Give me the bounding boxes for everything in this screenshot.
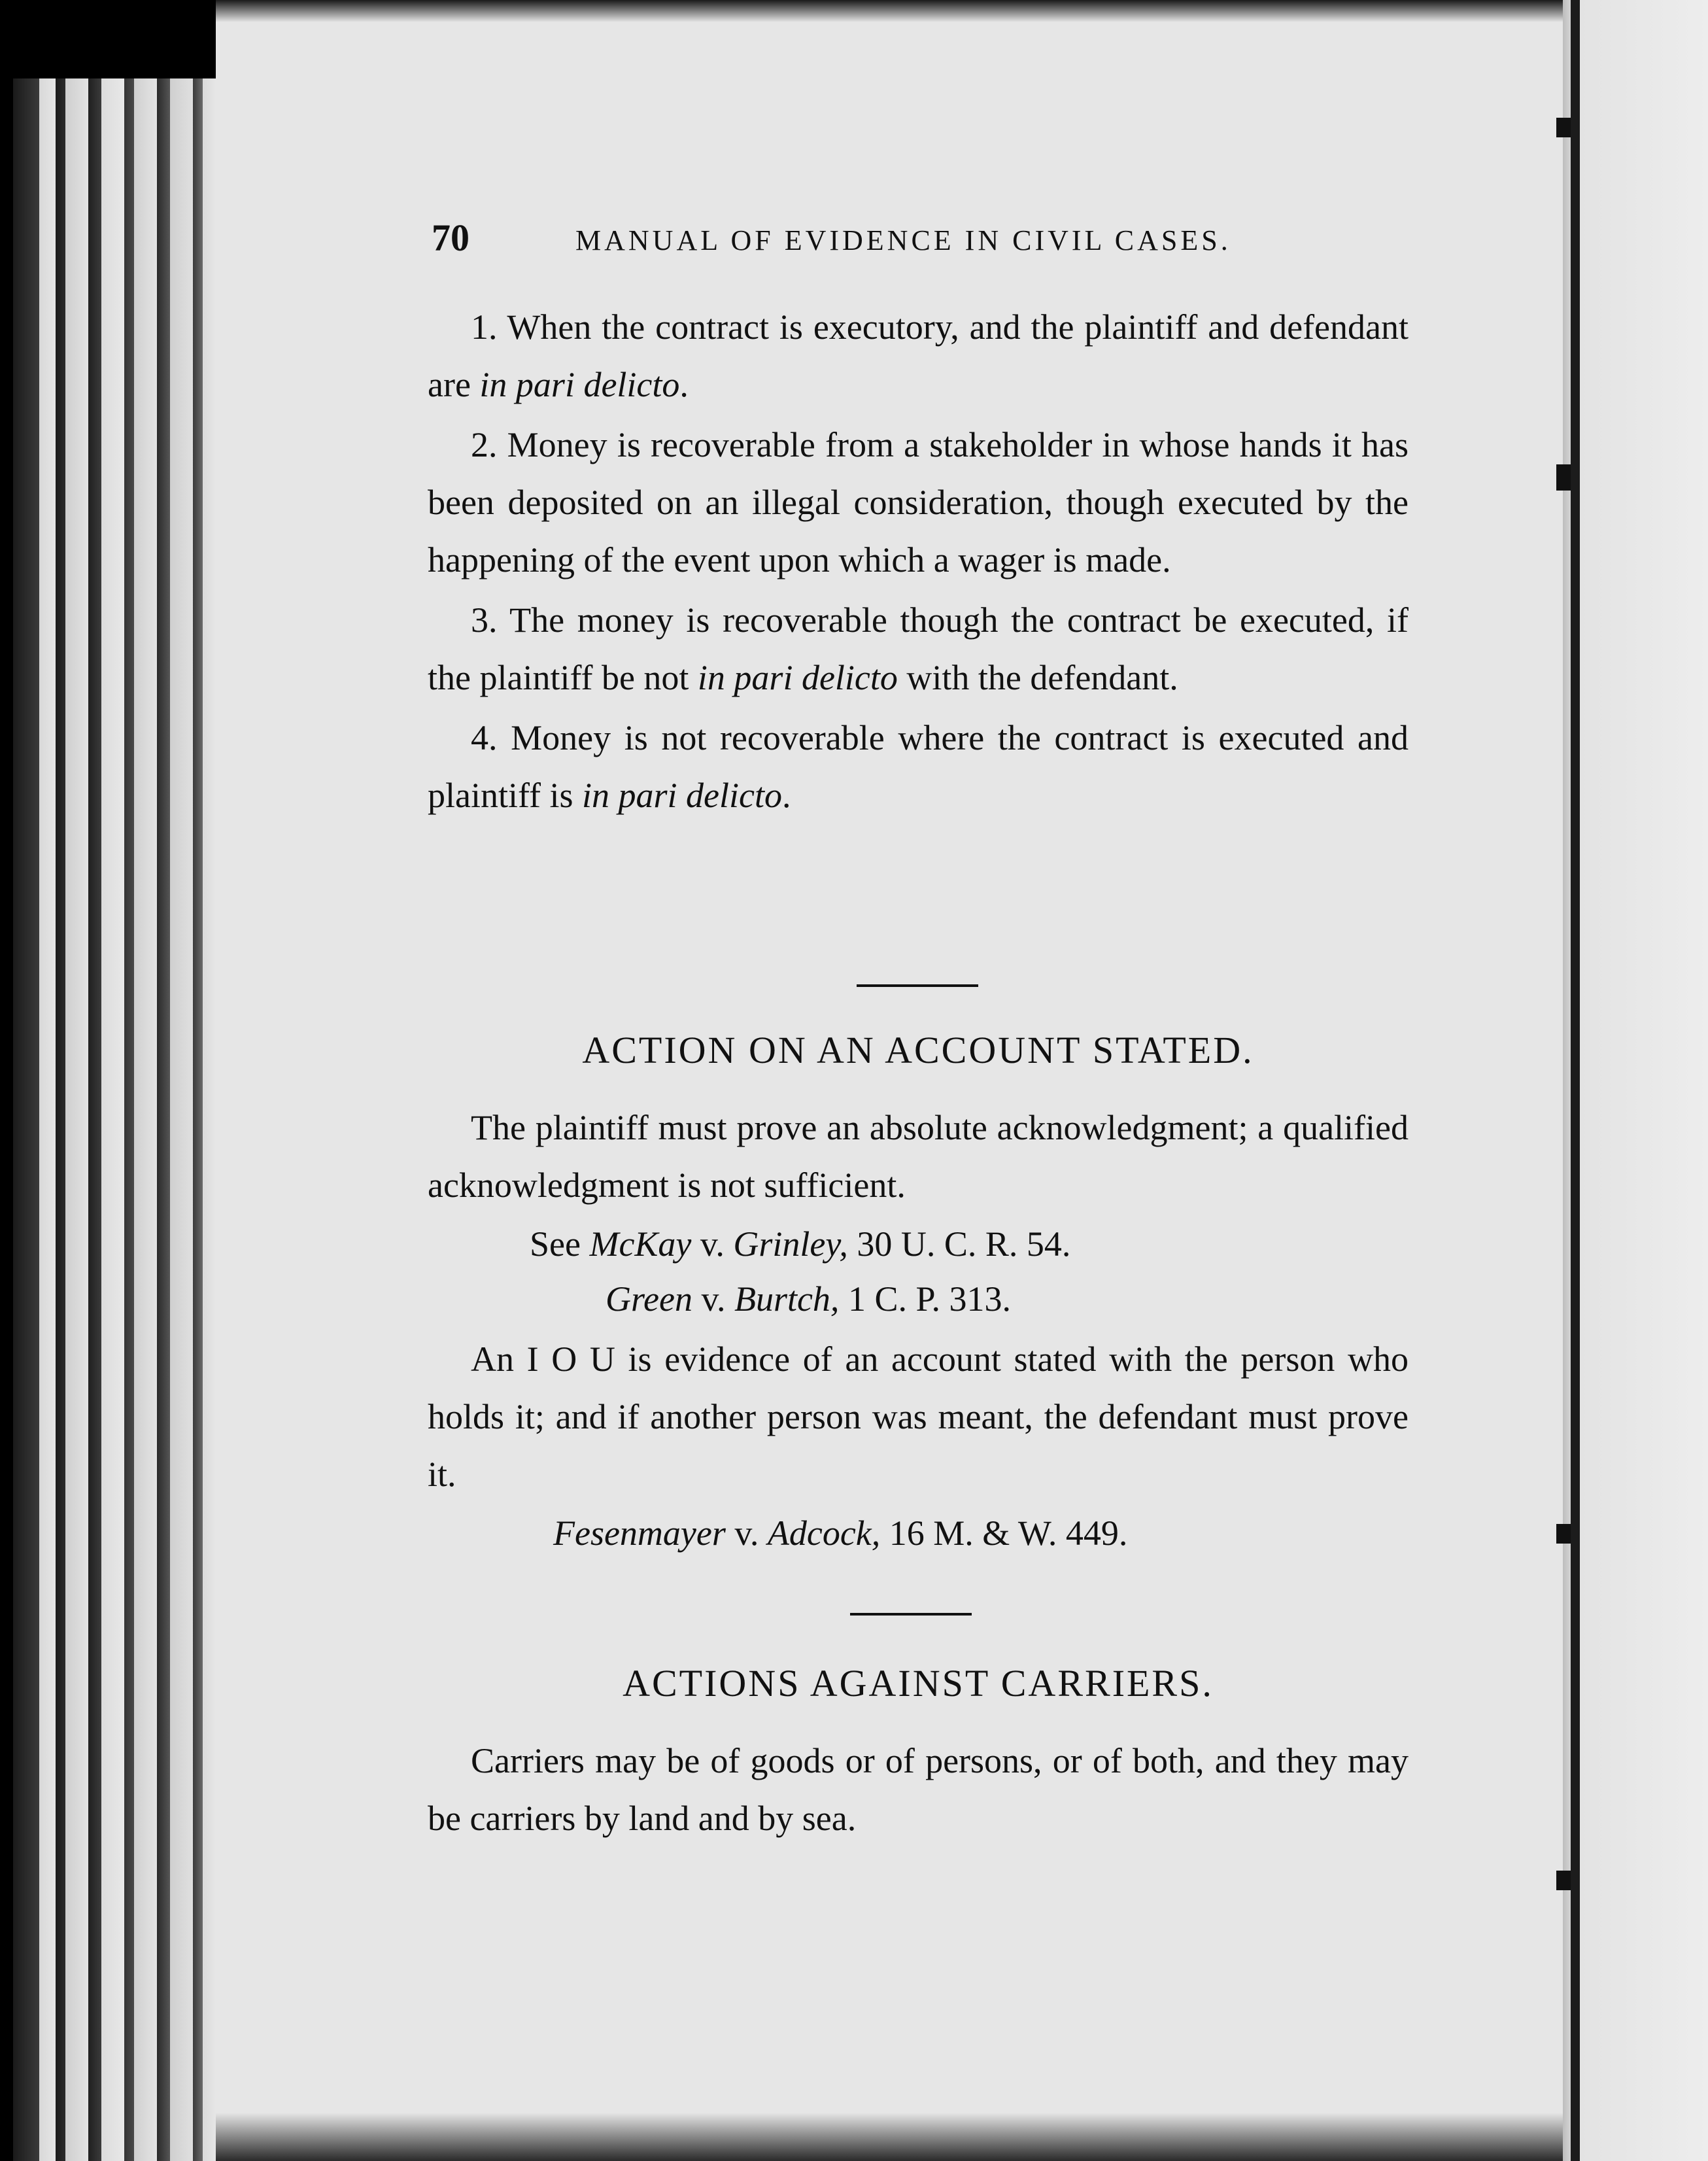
page-number: 70 xyxy=(432,216,470,259)
running-head xyxy=(432,216,1360,262)
section-body xyxy=(428,1732,1409,1850)
paragraph: The plaintiff must prove an absolute acknowledgment; a qualified acknowledgment is not sufficient. xyxy=(428,1108,1409,1205)
section-heading: ACTION ON AN ACCOUNT STATED. xyxy=(582,1029,1254,1071)
edge-mark xyxy=(1556,118,1571,137)
book-edge-left xyxy=(0,0,216,2161)
list-item: 4. Money is not recoverable where the contract is executed and plaintiff is in pari delicto. xyxy=(428,718,1409,815)
book-edge-right xyxy=(1563,0,1708,2161)
paragraph: An I O U is evidence of an account stated with the person who holds it; and if another person was meant, the defendant must prove it. xyxy=(428,1340,1409,1494)
running-title: MANUAL OF EVIDENCE IN CIVIL CASES. xyxy=(575,224,1231,256)
section-body xyxy=(428,1099,1409,1561)
list-item: 1. When the contract is executory, and the plaintiff and defendant are in pari delicto. xyxy=(428,307,1409,404)
edge-mark xyxy=(1556,1524,1571,1544)
citation: Green v. Burtch, 1 C. P. 313. xyxy=(606,1279,1012,1319)
page-bottom-shadow xyxy=(216,2113,1563,2161)
edge-mark xyxy=(1556,1871,1571,1890)
scan-border-top-left xyxy=(0,0,216,78)
numbered-list xyxy=(428,298,1409,827)
list-item: 2. Money is recoverable from a stakeholder in whose hands it has been deposited on an illegal consideration, though executed by the happening of the event upon which a wager is made. xyxy=(428,425,1409,579)
page-top-shadow xyxy=(216,0,1563,22)
section-heading: ACTIONS AGAINST CARRIERS. xyxy=(623,1662,1214,1704)
paragraph: Carriers may be of goods or of persons, or of both, and they may be carriers by land and by sea. xyxy=(428,1741,1409,1838)
section-divider xyxy=(857,984,978,987)
citation: Fesenmayer v. Adcock, 16 M. & W. 449. xyxy=(553,1513,1128,1553)
citation: See McKay v. Grinley, 30 U. C. R. 54. xyxy=(530,1224,1071,1264)
section-divider xyxy=(850,1613,972,1616)
list-item: 3. The money is recoverable though the contract be executed, if the plaintiff be not in pari delicto with the defendant. xyxy=(428,600,1409,697)
edge-mark xyxy=(1556,464,1571,491)
